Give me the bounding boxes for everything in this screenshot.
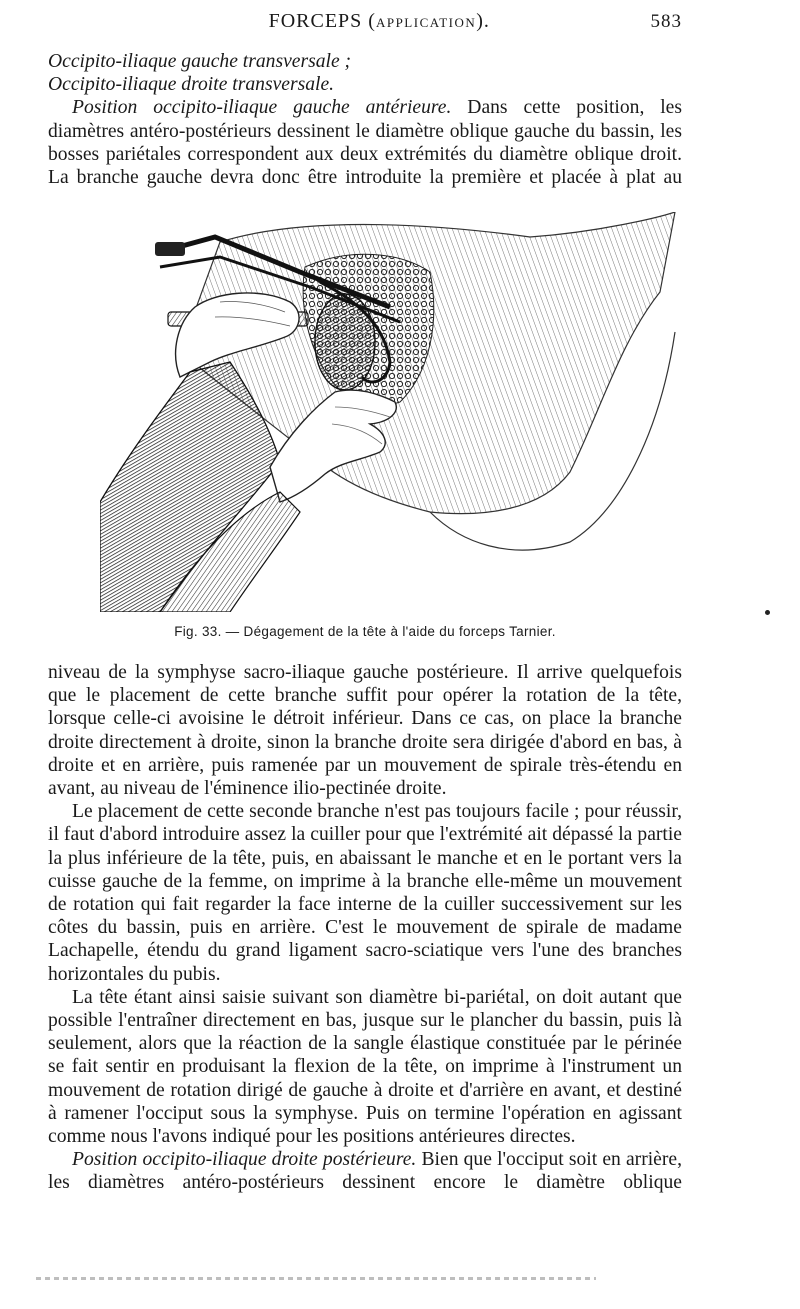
position-line-1: Occipito-iliaque gauche transversale ; [48, 51, 352, 72]
margin-dot [765, 610, 770, 615]
paragraph-oid-posterieure [48, 1148, 682, 1194]
header-title [48, 10, 651, 33]
header-title-end: ). [476, 10, 490, 32]
paragraph-tete-saisie: La tête étant ainsi saisie suivant son diamètre bi-pariétal, on doit autant que possible l'entraîner directement en bas, jusque sur le plancher du bassin, puis là seulement, alors que la réaction de la sangle élastique constituée par le périnée se fait sentir en produisant la flexion de la tête, on imprime à l'instrument un mouvement de rotation dirigé de gauche à droite et d'arrière en avant, et destiné à ramener l'occiput sous la symphyse. Puis on termine l'opération en agissant comme nous l'avons indiqué pour les positions antérieures directes. [48, 986, 682, 1148]
paragraph-continuation: niveau de la symphyse sacro-iliaque gauche postérieure. Il arrive quelquefois que le placement de cette branche suffit pour opérer la rotation de la tête, lorsque celle-ci avoisine le détroit inférieur. Dans ce cas, on place la branche droite directement à droite, sinon la branche droite sera dirigée d'abord en bas, à droite et en arrière, puis ramenée par un mouvement de spirale très-étendu en avant, au niveau de l'éminence ilio-pectinée droite. [48, 662, 682, 800]
bottom-text-block [48, 661, 682, 1195]
paragraph-seconde-branche: Le placement de cette seconde branche n'est pas toujours facile ; pour réussir, il faut d'abord introduire assez la cuiller pour que l'extrémité ait dépassé la partie la plus inférieure de la tête, puis, en abaissant le manche et en le portant vers la cuisse gauche de la femme, on imprime à la branche elle-même un mouvement de rotation qui fait regarder la face interne de la cuiller successivement sur les côtes du bassin, puis en arrière. C'est le mouvement de spirale de madame Lachapelle, étendu du grand ligament sacro-sciatique vers l'une des branches horizontales du pubis. [48, 801, 682, 985]
page-number: 583 [650, 11, 682, 32]
paragraph-body: Dans cette position, les diamètres antéro-postérieurs dessinent le diamètre oblique gauche du bassin, les bosses pariétales correspondent aux deux extrémités du diamètre oblique droit. La branche gauche devra donc être introduite la première et placée à plat au [48, 97, 682, 189]
figure-caption: Fig. 33. — Dégagement de la tête à l'aide du forceps Tarnier. [174, 624, 556, 639]
paragraph-oig-anterieure [48, 96, 682, 189]
paragraph-body-2: Bien que l'occiput soit en arrière, les diamètres antéro-postérieurs dessinent encore le diamètre oblique [48, 1149, 682, 1194]
header-title-main: FORCEPS ( [268, 10, 376, 32]
header-title-smallcaps: APPLICATION [375, 15, 477, 30]
paragraph-heading: Position occipito-iliaque gauche antérieure. [72, 97, 452, 119]
top-text-block [48, 50, 682, 189]
position-line-2: Occipito-iliaque droite transversale. [48, 74, 335, 96]
forceps-engraving-figure [100, 212, 680, 612]
running-header [48, 10, 682, 46]
bottom-bleedthrough-line [36, 1277, 596, 1280]
paragraph-heading-2: Position occipito-iliaque droite postérieure. [72, 1149, 417, 1171]
